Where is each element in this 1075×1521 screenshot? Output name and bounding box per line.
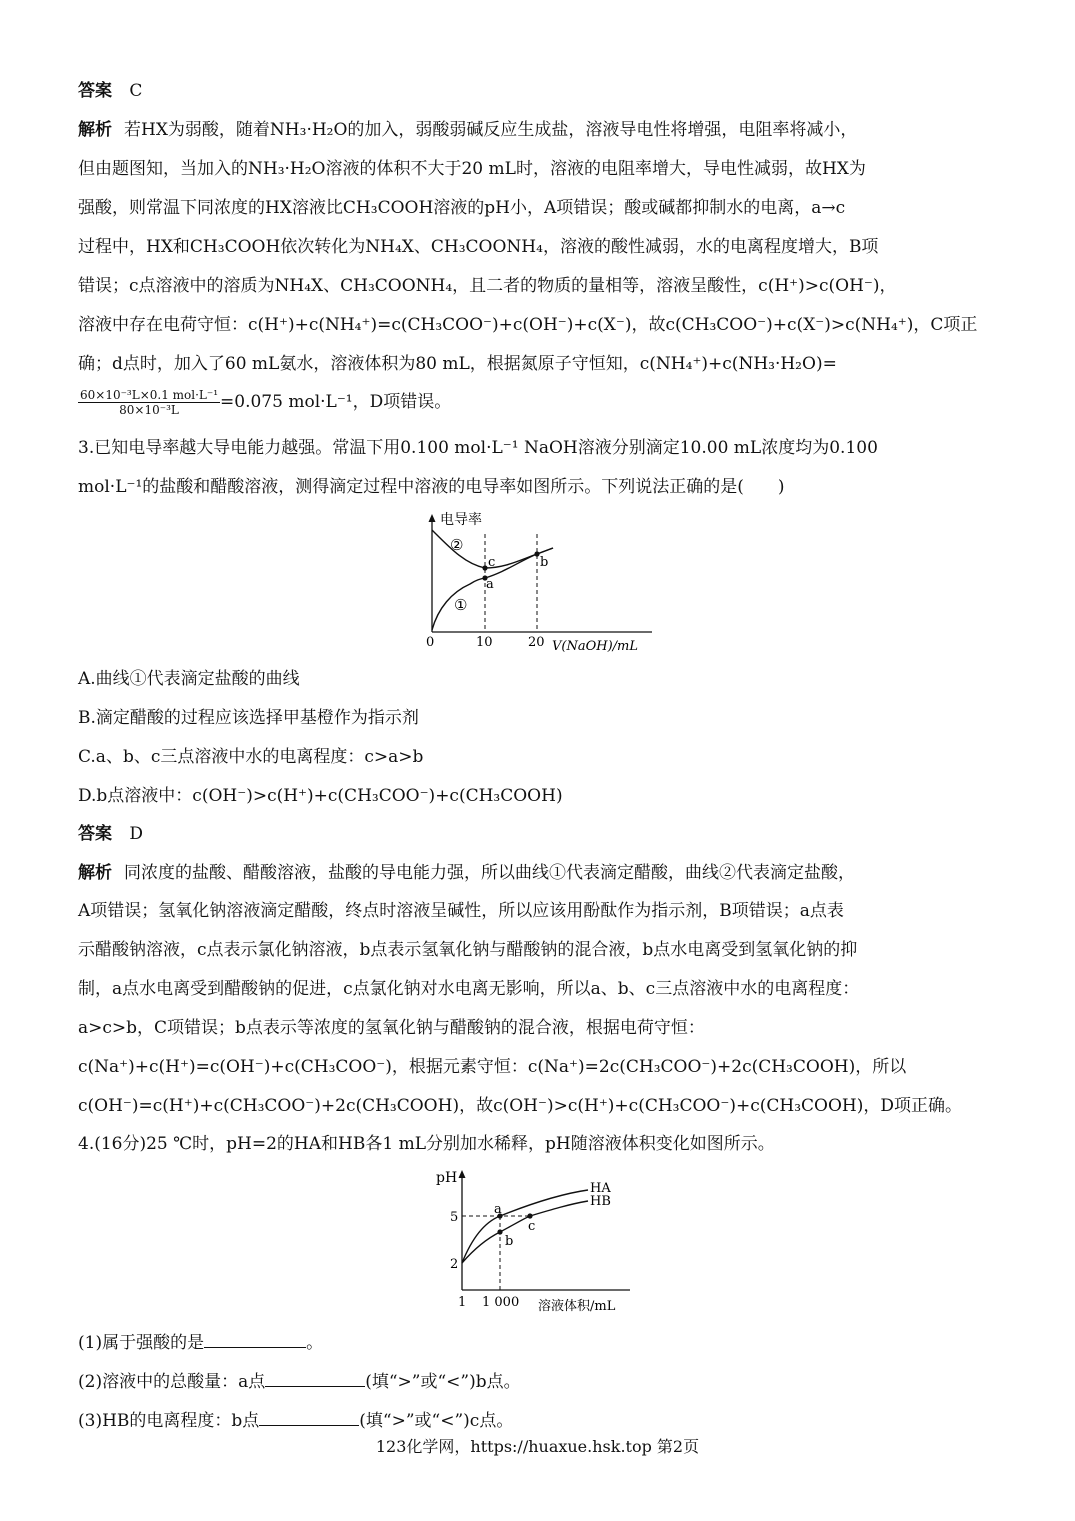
analysis-line: 确；d点时，加入了60 mL氨水，溶液体积为80 mL，根据氮原子守恒知，c(NH₄⁺)+c(NH₃·H₂O)= (78, 354, 837, 374)
answer-value: D (129, 824, 144, 844)
y-axis-arrow (429, 514, 436, 522)
fraction (78, 388, 220, 417)
point-b (534, 551, 539, 556)
option-d: D.b点溶液中：c(OH⁻)>c(H⁺)+c(CH₃COO⁻)+c(CH₃COOH) (78, 786, 563, 806)
y-axis-label: pH (436, 1170, 458, 1186)
analysis-line: 过程中，HX和CH₃COOH依次转化为NH₄X、CH₃COONH₄，溶液的酸性减弱，水的电离程度增大，B项 (78, 237, 879, 257)
fraction-tail: =0.075 mol·L⁻¹，D项错误。 (220, 392, 452, 412)
analysis-line: 溶液中存在电荷守恒：c(H⁺)+c(NH₄⁺)=c(CH₃COO⁻)+c(OH⁻)+c(X⁻)，故c(CH₃COO⁻)+c(X⁻)>c(NH₄⁺)，C项正 (78, 315, 978, 335)
point-b-label: b (505, 1234, 514, 1249)
fraction-denominator: 80×10⁻³L (119, 403, 179, 417)
y-axis-label: 电导率 (440, 512, 482, 528)
analysis-line: 错误；c点溶液中的溶质为NH₄X、CH₃COONH₄，且二者的物质的量相等，溶液呈酸性，c(H⁺)>c(OH⁻)， (78, 276, 897, 296)
option-c: C.a、b、c三点溶液中水的电离程度：c>a>b (78, 747, 424, 767)
sub-question-3-text: (3)HB的电离程度：b点 (78, 1411, 260, 1431)
point-c (527, 1213, 532, 1218)
question-4-stem: 4.(16分)25 ℃时，pH=2的HA和HB各1 mL分别加水稀释，pH随溶液体积变化如图所示。 (78, 1134, 775, 1154)
option-b: B.滴定醋酸的过程应该选择甲基橙作为指示剂 (78, 708, 419, 728)
sub-question-3 (78, 1409, 998, 1432)
x-tick-1000: 1 000 (482, 1295, 520, 1310)
answer-blank-3[interactable] (259, 1409, 359, 1426)
analysis-line: c(OH⁻)=c(H⁺)+c(CH₃COO⁻)+2c(CH₃COOH)，故c(OH⁻)>c(H⁺)+c(CH₃COO⁻)+c(CH₃COOH)，D项正确。 (78, 1096, 962, 1116)
page-footer: 123化学网，https://huaxue.hsk.top 第2页 (375, 1437, 700, 1456)
origin-label: 0 (426, 635, 435, 650)
x-axis-label: V(NaOH)/mL (552, 639, 638, 654)
curve-1-label: ① (454, 596, 468, 614)
x-tick-20: 20 (528, 635, 545, 650)
point-c-label: c (488, 555, 496, 570)
question-3-stem: mol·L⁻¹的盐酸和醋酸溶液，测得滴定过程中溶液的电导率如图所示。下列说法正确的是( ) (78, 477, 785, 497)
y-tick-2: 2 (450, 1257, 459, 1272)
fraction-numerator: 60×10⁻³L×0.1 mol·L⁻¹ (80, 388, 219, 402)
analysis-text: 同浓度的盐酸、醋酸溶液，盐酸的导电能力强，所以曲线①代表滴定醋酸，曲线②代表滴定盐酸， (124, 863, 855, 883)
sub-question-1-text: (1)属于强酸的是 (78, 1333, 205, 1353)
point-a-label: a (494, 1202, 502, 1217)
y-tick-5: 5 (450, 1210, 459, 1225)
sub-question-2-text: (2)溶液中的总酸量：a点 (78, 1372, 266, 1392)
curve-2-label: ② (450, 536, 464, 554)
answer-row-1 (78, 80, 998, 102)
analysis-label: 解析 (78, 863, 112, 883)
sub-question-2-end: (填“>”或“<”)b点。 (365, 1372, 521, 1392)
point-c-label: c (528, 1219, 536, 1234)
option-a: A.曲线①代表滴定盐酸的曲线 (78, 669, 300, 689)
sub-question-2 (78, 1370, 998, 1393)
sub-question-3-end: (填“>”或“<”)c点。 (359, 1411, 514, 1431)
x-axis-label: 溶液体积/mL (538, 1299, 616, 1314)
answer-label: 答案 (78, 81, 112, 101)
curve-ha (462, 1190, 588, 1263)
analysis-line: 强酸，则常温下同浓度的HX溶液比CH₃COOH溶液的pH小，A项错误；酸或碱都抑制水的电离，a→c (78, 198, 846, 218)
analysis-line: c(Na⁺)+c(H⁺)=c(OH⁻)+c(CH₃COO⁻)，根据元素守恒：c(Na⁺)=2c(CH₃COO⁻)+2c(CH₃COOH)，所以 (78, 1057, 907, 1077)
x-tick-1: 1 (458, 1295, 467, 1310)
series-hb-label: HB (590, 1194, 611, 1209)
sub-question-1 (78, 1331, 998, 1354)
answer-value: C (129, 81, 143, 101)
analysis-line (78, 119, 998, 141)
analysis-line (78, 862, 998, 884)
answer-row-2 (78, 823, 998, 845)
answer-blank-2[interactable] (265, 1370, 365, 1387)
point-c (482, 565, 487, 570)
point-b (497, 1229, 502, 1234)
analysis-text: 若HX为弱酸，随着NH₃·H₂O的加入，弱酸弱碱反应生成盐，溶液导电性将增强，电阻率将减小， (124, 120, 858, 140)
point-b-label: b (540, 555, 549, 570)
analysis-label: 解析 (78, 120, 112, 140)
analysis-line: a>c>b，C项错误；b点表示等浓度的氢氧化钠与醋酸钠的混合液，根据电荷守恒： (78, 1018, 705, 1038)
point-a-label: a (486, 577, 494, 592)
ph-dilution-chart (430, 1166, 650, 1318)
answer-blank-1[interactable] (204, 1331, 306, 1348)
curve-hb (462, 1201, 588, 1263)
analysis-fraction-line (78, 388, 998, 417)
series-ha-label: HA (590, 1181, 611, 1196)
question-3-stem: 3.已知电导率越大导电能力越强。常温下用0.100 mol·L⁻¹ NaOH溶液分别滴定10.00 mL浓度均为0.100 (78, 438, 878, 458)
analysis-line: 制，a点水电离受到醋酸钠的促进，c点氯化钠对水电离无影响，所以a、b、c三点溶液中水的电离程度： (78, 979, 860, 999)
answer-label: 答案 (78, 824, 112, 844)
analysis-line: A项错误；氢氧化钠溶液滴定醋酸，终点时溶液呈碱性，所以应该用酚酞作为指示剂，B项错误；a点表 (78, 901, 844, 921)
y-axis-arrow (459, 1170, 466, 1178)
analysis-line: 但由题图知，当加入的NH₃·H₂O溶液的体积不大于20 mL时，溶液的电阻率增大，导电性减弱，故HX为 (78, 159, 866, 179)
analysis-line: 示醋酸钠溶液，c点表示氯化钠溶液，b点表示氢氧化钠与醋酸钠的混合液，b点水电离受到氢氧化钠的抑 (78, 940, 858, 960)
sub-question-1-end: 。 (306, 1333, 324, 1353)
conductivity-chart (410, 508, 670, 658)
x-tick-10: 10 (476, 635, 493, 650)
